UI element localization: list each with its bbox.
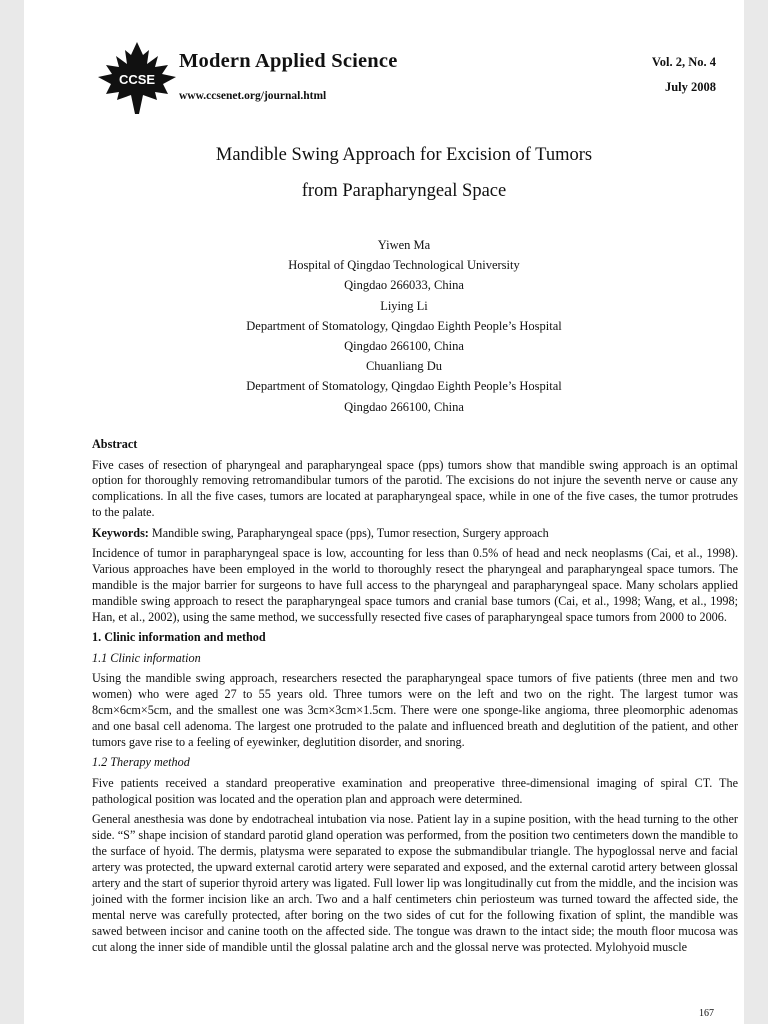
body-paragraph: Five patients received a standard preoperative examination and preoperative three-dimensional imaging of spiral CT. The pathological position was located and the operation plan and approach were determined. xyxy=(92,775,738,806)
paper-body xyxy=(92,437,738,960)
abstract-text: Five cases of resection of pharyngeal and parapharyngeal space (pps) tumors show that mandible swing approach is an optimal option for thoroughly removing retromandibular tumors of the parotid. The excisions do not injure the seventh nerve or cause any complications. In all the five cases, tumors are located at parapharyngeal space, while in one of the five cases, the tumor protrudes to the palate. xyxy=(92,457,738,520)
paper-page xyxy=(24,0,744,1024)
author-address: Qingdao 266033, China xyxy=(344,278,464,293)
section-heading: 1. Clinic information and method xyxy=(92,630,266,645)
abstract-heading: Abstract xyxy=(92,437,138,451)
author-name: Chuanliang Du xyxy=(365,359,443,374)
keywords-label: Keywords: xyxy=(92,525,149,540)
author-address: Qingdao 266100, China xyxy=(344,338,464,353)
author-address: Qingdao 266100, China xyxy=(344,399,464,414)
author-affiliation: Department of Stomatology, Qingdao Eighth People’s Hospital xyxy=(246,318,562,333)
logo-text: CCSE xyxy=(118,72,156,87)
issue-date: July 2008 xyxy=(664,80,716,94)
author-affiliation: Department of Stomatology, Qingdao Eighth People’s Hospital xyxy=(246,379,562,394)
author-block xyxy=(24,235,768,417)
ccse-maple-leaf-logo xyxy=(96,40,178,116)
subsection-heading: 1.1 Clinic information xyxy=(92,650,201,665)
paper-title-line-1: Mandible Swing Approach for Excision of Tumors xyxy=(215,145,593,165)
subsection-heading: 1.2 Therapy method xyxy=(92,755,190,770)
paper-title-line-2: from Parapharyngeal Space xyxy=(301,181,507,201)
intro-paragraph: Incidence of tumor in parapharyngeal space is low, accounting for less than 0.5% of head and neck neoplasms (Cai, et al., 1998). Various approaches have been employed in the world to thoroughly resect the pharyngeal and parapharyngeal space tumors. The mandible is the major barrier for surgeons to have full access to the pharyngeal and parapharyngeal space. Many scholars applied mandible swing approach to resect the parapharyngeal space tumors and cranial base tumors (Cai, et al., 1998; Wang, et al., 1998; Han, et al., 2002), using the same method, we successfully resected five cases of parapharyngeal space tumors from 2000 to 2006. xyxy=(92,546,738,624)
author-name: Yiwen Ma xyxy=(377,238,431,252)
author-affiliation: Hospital of Qingdao Technological University xyxy=(288,258,520,273)
author-name: Liying Li xyxy=(380,298,428,313)
body-paragraph: Using the mandible swing approach, researchers resected the parapharyngeal space tumors of five patients (three men and two women) who were aged 27 to 55 years old. Three tumors were on the left and two on the right. The largest tumor was 8cm×6cm×5cm, and the smallest one was 3cm×3cm×1.5cm. There were one sponge-like angioma, three pleomorphic adenomas and one basal cell adenoma. The largest one protruded to the palate and influenced breath and deglutition of the patient, and other tumors gave rise to a feeling of eyewinker, deglutition disorder, and snoring. xyxy=(92,671,738,749)
body-paragraph: General anesthesia was done by endotracheal intubation via nose. Patient lay in a supine position, with the head turning to the other side. “S” shape incision of standard parotid gland operation was performed, from the position two centimeters down the mandible to the surface of hyoid. The dermis, platysma were separated to expose the submandibular triangle. The hypoglossal nerve and facial artery was protected, the upward external carotid artery were separated and exposed, and the external carotid artery between glossal artery and the start of superior thyroid artery was ligated. Full lower lip was longitudinally cut from the middle, and the incision was joined with the former incision like an arch. Two and a half centimeters chin periosteum was turned toward the affected side, the mental nerve was carefully protected, after boring on the two sides of cut for the following fixation of splint, the mandible was sawed between incisor and canine tooth on the affected side. The tongue was drawn to the intact side; the mouth floor mucosa was cut along the inner side of mandible until the glossal palatine arch and the glossal nerve was protected. Mylohyoid muscle xyxy=(92,812,738,954)
volume-number: Vol. 2, No. 4 xyxy=(651,55,716,69)
page-number: 167 xyxy=(699,1008,714,1019)
keywords-text: Mandible swing, Parapharyngeal space (pps), Tumor resection, Surgery approach xyxy=(148,525,549,540)
journal-title: Modern Applied Science xyxy=(179,50,398,72)
journal-url[interactable]: www.ccsenet.org/journal.html xyxy=(179,90,327,102)
keywords xyxy=(92,526,738,542)
